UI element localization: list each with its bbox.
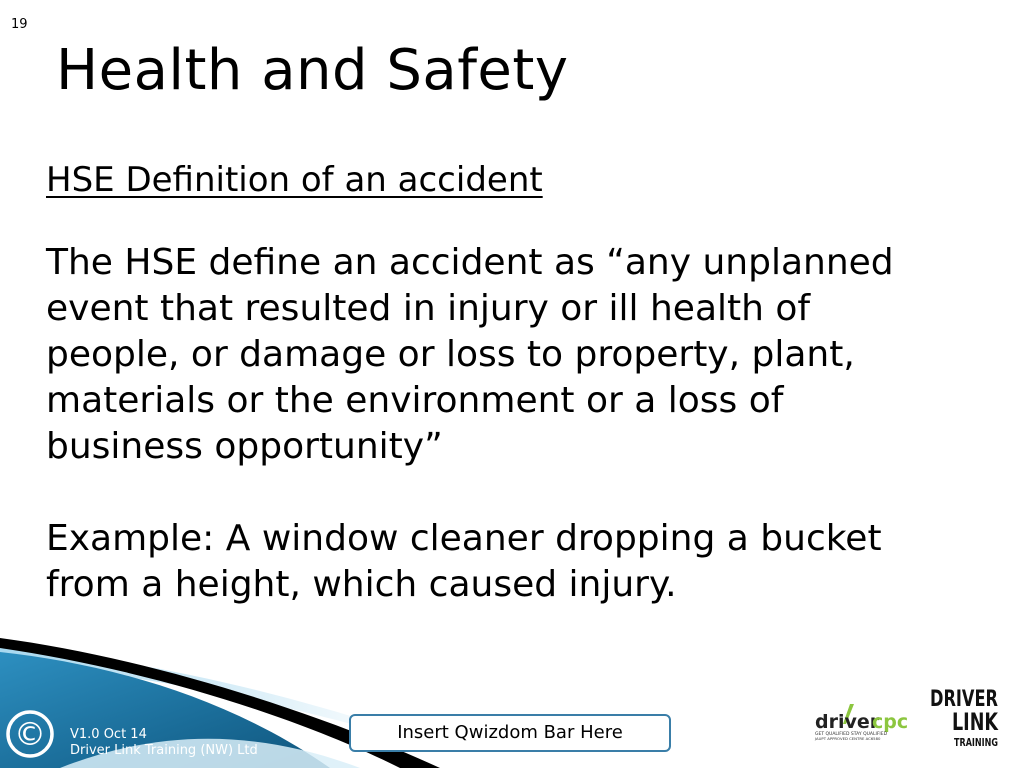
svg-text:cpc: cpc (872, 711, 909, 733)
svg-text:TRAINING: TRAINING (954, 736, 998, 749)
version-label: V1.0 Oct 14 (70, 727, 147, 742)
qwizdom-bar-placeholder[interactable]: Insert Qwizdom Bar Here (349, 714, 671, 752)
svg-text:DRIVER: DRIVER (930, 687, 999, 712)
footer-credits (70, 727, 258, 759)
section-subheading: HSE Definition of an accident (46, 160, 543, 200)
definition-paragraph: The HSE define an accident as “any unplanned event that resulted in injury or ill health of people, or damage or loss to property, plant, materials or the environment or a loss of business opportunity” (46, 242, 894, 467)
slide-number: 19 (11, 17, 28, 32)
driver-link-training-logo (928, 684, 1000, 754)
svg-text:driver: driver (815, 711, 880, 733)
driver-cpc-logo (812, 702, 924, 742)
example-paragraph: Example: A window cleaner dropping a bucket from a height, which caused injury. (46, 518, 882, 605)
svg-text:©: © (14, 715, 46, 753)
svg-text:JAUPT APPROVED CENTRE AC6580: JAUPT APPROVED CENTRE AC6580 (815, 736, 881, 741)
svg-text:GET QUALIFIED STAY QUALIFIED: GET QUALIFIED STAY QUALIFIED (815, 732, 888, 737)
slide-body (46, 240, 946, 608)
slide-title: Health and Safety (56, 38, 569, 103)
copyright-icon (4, 708, 56, 760)
company-label: Driver Link Training (NW) Ltd (70, 743, 258, 758)
svg-text:LINK: LINK (952, 708, 1000, 736)
